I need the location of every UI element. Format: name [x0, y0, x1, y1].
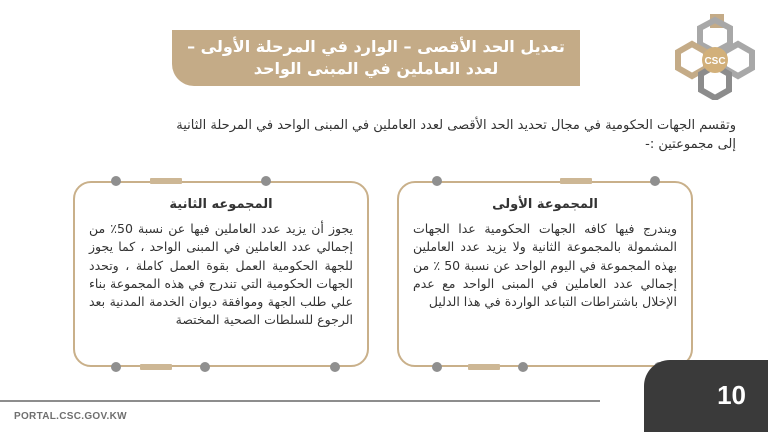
- page-number: 10: [717, 380, 746, 410]
- decor-bar: [468, 364, 500, 370]
- page-number-tab: [644, 360, 768, 432]
- decor-dot: [650, 176, 660, 186]
- decor-bar: [150, 178, 182, 184]
- decor-dot: [200, 362, 210, 372]
- intro-line1: وتقسم الجهات الحكومية في مجال تحديد الحد الأقصى لعدد العاملين في المبنى الواحد في المرحلة الثانية: [176, 118, 736, 133]
- decor-dot: [518, 362, 528, 372]
- decor-bar: [140, 364, 172, 370]
- decor-dot: [432, 176, 442, 186]
- group1-heading: المجموعة الأولى: [492, 197, 598, 212]
- decor-bar: [560, 178, 592, 184]
- group2-heading: المجموعه الثانية: [169, 197, 273, 212]
- title-banner: [172, 30, 580, 86]
- csc-logo-icon: [672, 10, 758, 100]
- page-title-line2: لعدد العاملين في المبنى الواحد: [253, 59, 499, 78]
- decor-dot: [330, 362, 340, 372]
- decor-dot: [432, 362, 442, 372]
- csc-logo: [672, 10, 758, 100]
- footer-divider: [0, 400, 600, 402]
- page-title-line1: تعديل الحد الأقصى – الوارد في المرحلة الأولى –: [187, 37, 565, 56]
- group2-body: يجوز أن يزيد عدد العاملين فيها عن نسبة 50٪ من إجمالي عدد العاملين في المبنى الواحد ، كما يجوز للجهة الحكومية العمل بقوة العمل كاملة ، وتحدد الجهات الحكومية التي تندرج في هذه المجموعة بناء علي طلب الجهة وموافقة ديوان الخدمة المدنية بعد الرجوع للسلطات الصحية المختصة: [89, 221, 354, 328]
- svg-text:CSC: CSC: [704, 56, 726, 67]
- decor-dot: [111, 176, 121, 186]
- intro-paragraph: [36, 116, 736, 154]
- group2-card: [73, 181, 369, 367]
- decor-dot: [111, 362, 121, 372]
- group1-card: [397, 181, 693, 367]
- group1-body: ويندرج فيها كافه الجهات الحكومية عدا الجهات المشمولة بالمجموعة الثانية ولا يزيد عدد العاملين بهذه المجموعة في اليوم الواحد عن نسبة 50 ٪ من إجمالي عدد العاملين في المبنى الواحد مع عدم الإخلال باشتراطات التباعد الواردة في هذا الدليل: [413, 221, 677, 310]
- footer-url: PORTAL.CSC.GOV.KW: [14, 411, 127, 422]
- intro-line2: إلى مجموعتين :-: [645, 137, 736, 152]
- decor-dot: [261, 176, 271, 186]
